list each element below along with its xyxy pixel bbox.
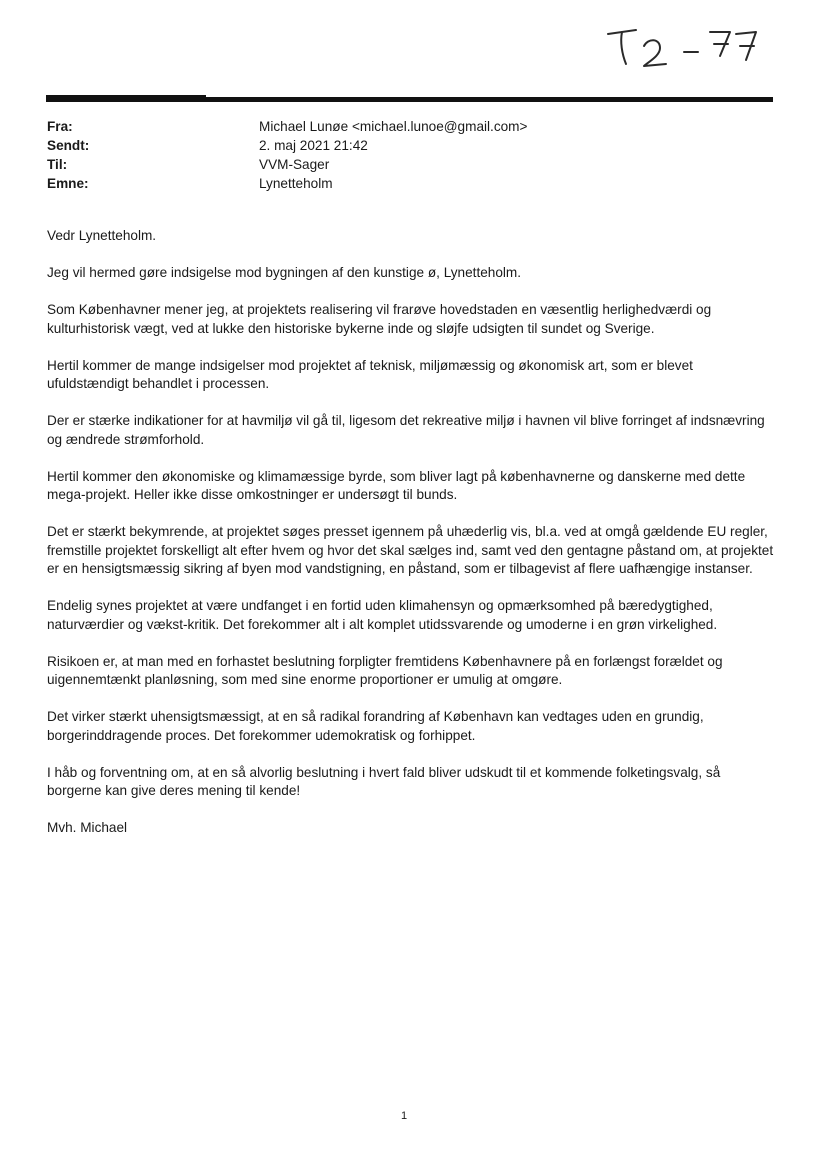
- paragraph: Risikoen er, at man med en forhastet beslutning forpligter fremtidens Københavnere på en forlængst forældet og uigennemtænkt planløsning, som med sine enorme proportioner er umulig at omgøre.: [47, 653, 723, 687]
- paragraph: Det er stærkt bekymrende, at projektet søges presset igennem på uhæderlig vis, bl.a. ved at omgå gældende EU regler, fremstille projektet forskelligt alt efter hvem og hvor det skal sælges ind, samt ved den gentagne påstand om, at projektet er en hensigtsmæssig sikring af byen mod vandstigning, en påstand, som er tilbagevist af flere uafhængige instanser.: [47, 524, 774, 576]
- paragraph: I håb og forventning om, at en så alvorlig beslutning i hvert fald bliver udskudt til et kommende folketingsvalg, så borgerne kan give deres mening til kende!: [47, 764, 721, 798]
- closing: Mvh. Michael: [47, 820, 128, 835]
- paragraph: Der er stærke indikationer for at havmiljø vil gå til, ligesom det rekreative miljø i havnen vil blive forringet af indsnævring og ændrede strømforhold.: [47, 413, 765, 447]
- email-header: [47, 117, 767, 193]
- subject-value: Lynetteholm: [259, 176, 333, 191]
- to-label: Til:: [47, 157, 68, 172]
- header-row-subject: [47, 174, 767, 193]
- from-value: Michael Lunøe <michael.lunoe@gmail.com>: [259, 119, 528, 134]
- paragraph: Hertil kommer de mange indsigelser mod projektet af teknisk, miljømæssig og økonomisk art, som er blevet ufuldstændigt behandlet i processen.: [47, 357, 693, 391]
- paragraph: Det virker stærkt uhensigtsmæssigt, at en så radikal forandring af København kan vedtages uden en grundig, borgerinddragende proces. Det forekommer udemokratisk og forhippet.: [47, 709, 704, 743]
- page-number: 1: [400, 1110, 408, 1122]
- header-row-to: [47, 155, 767, 174]
- paragraph: Som Københavner mener jeg, at projektets realisering vil frarøve hovedstaden en væsentlig herlighedværdi og kulturhistorisk vægt, ved at lukke den historiske bykerne inde og sløjfe udsigten til sundet og Sverige.: [47, 302, 712, 336]
- sent-label: Sendt:: [47, 138, 90, 153]
- header-row-sent: [47, 136, 767, 155]
- header-row-from: [47, 117, 767, 136]
- greeting: Vedr Lynetteholm.: [47, 228, 157, 243]
- paragraph: Hertil kommer den økonomiske og klimamæssige byrde, som bliver lagt på københavnerne og danskerne med dette mega-projekt. Heller ikke disse omkostninger er undersøgt til bunds.: [47, 468, 746, 502]
- handwritten-reference-code: [596, 22, 766, 72]
- subject-label: Emne:: [47, 176, 89, 191]
- handwritten-code-mark: [596, 22, 766, 72]
- to-value: VVM-Sager: [259, 157, 330, 172]
- email-body: [47, 227, 777, 856]
- from-label: Fra:: [47, 119, 73, 134]
- paragraph: Jeg vil hermed gøre indsigelse mod bygningen af den kunstige ø, Lynetteholm.: [47, 265, 522, 280]
- header-rule: [46, 97, 773, 102]
- paragraph: Endelig synes projektet at være undfanget i en fortid uden klimahensyn og opmærksomhed på bæredygtighed, naturværdier og vækst-kritik. Det forekommer alt i alt komplet utidssvarende og umoderne i en grøn virkelighed.: [47, 598, 718, 632]
- sent-value: 2. maj 2021 21:42: [259, 138, 368, 153]
